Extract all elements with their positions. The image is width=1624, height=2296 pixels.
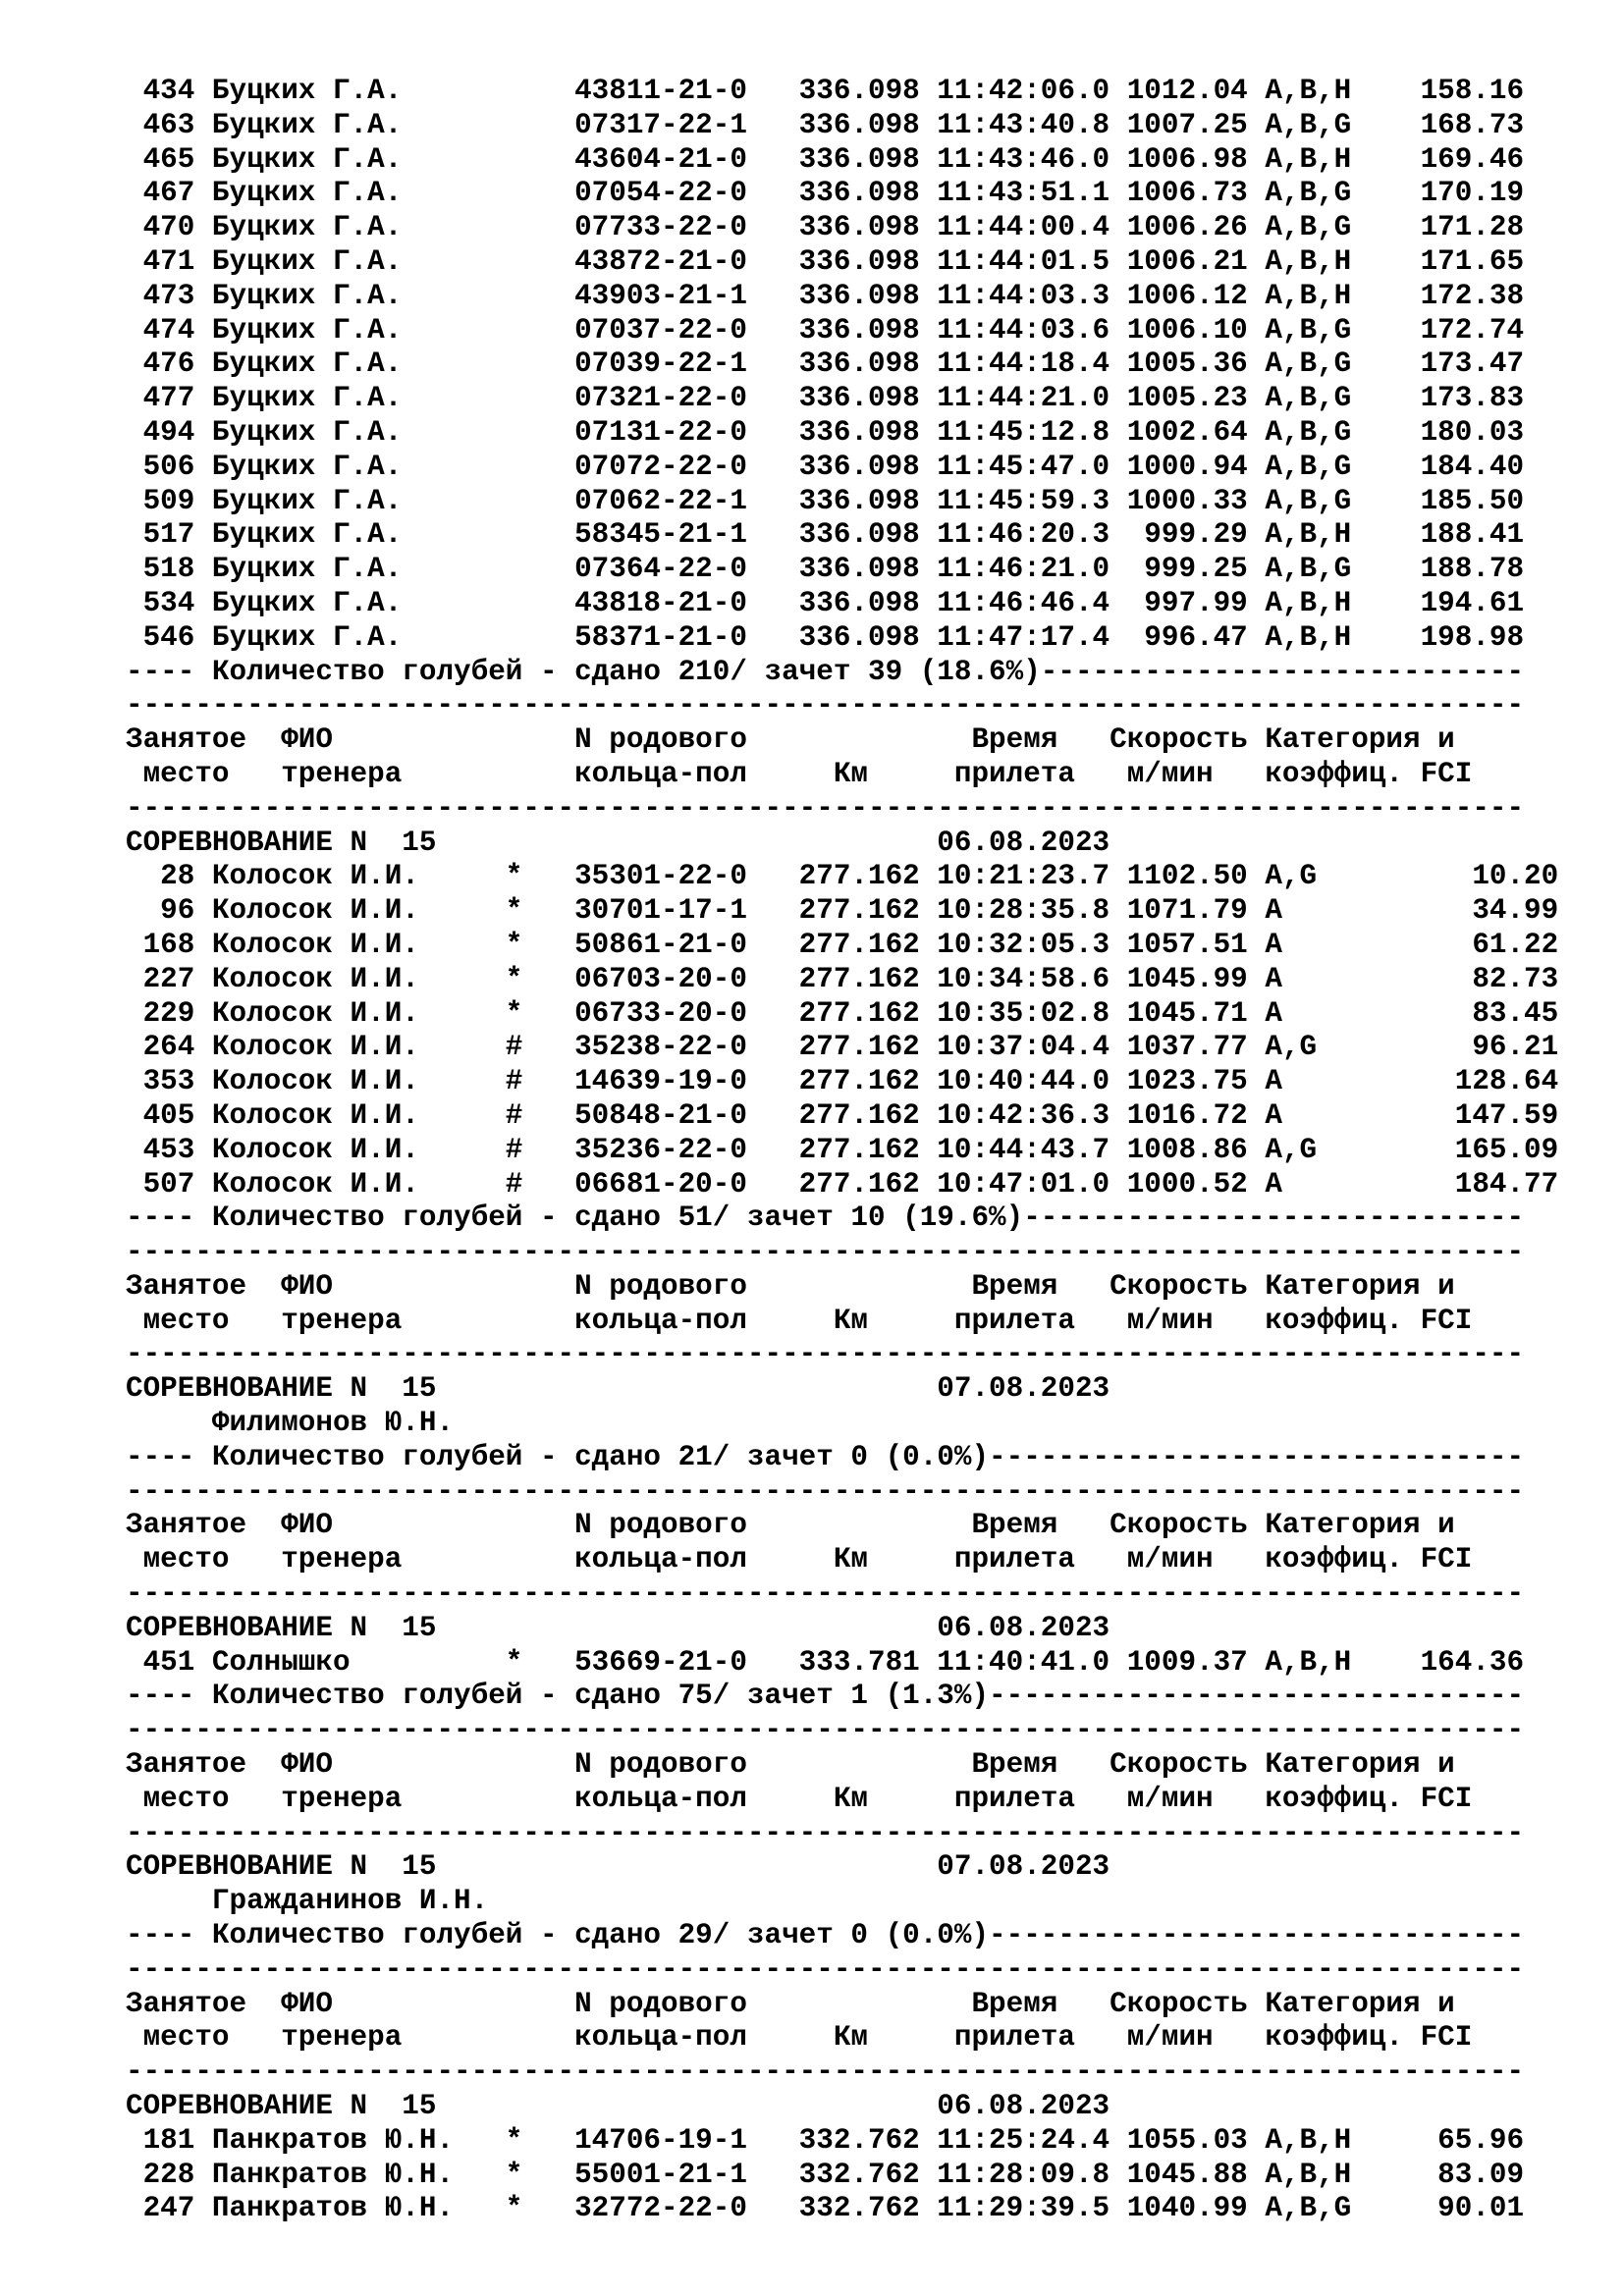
result-row: 507 Колосок И.И. # 06681-20-0 277.162 10:47:01.0 1000.52 A 184.77 [126,1167,1559,1201]
column-header-line: Занятое ФИО N родового Время Скорость Категория и [126,1748,1455,1782]
result-row: 509 Буцких Г.А. 07062-22-1 336.098 11:45:59.3 1000.33 A,B,G 185.50 [126,484,1525,517]
separator-line: --------------------------------------------------------------------------------- [126,1952,1525,1986]
result-row: 181 Панкратов Ю.Н. * 14706-19-1 332.762 11:25:24.4 1055.03 A,B,H 65.96 [126,2123,1525,2157]
column-header-line: место тренера кольца-пол Км прилета м/мин коэффиц. FCI [126,1543,1473,1576]
competition-header: СОРЕВНОВАНИЕ N 15 07.08.2023 [126,1850,1110,1884]
result-row: 96 Колосок И.И. * 30701-17-1 277.162 10:28:35.8 1071.79 A 34.99 [126,894,1559,928]
fancier-name-line: Филимонов Ю.Н. [126,1407,455,1440]
separator-line: --------------------------------------------------------------------------------- [126,1577,1525,1611]
result-row: 28 Колосок И.И. * 35301-22-0 277.162 10:21:23.7 1102.50 A,G 10.20 [126,860,1559,893]
result-row: 534 Буцких Г.А. 43818-21-0 336.098 11:46:46.4 997.99 A,B,H 194.61 [126,586,1525,619]
summary-line: ---- Количество голубей - сдано 51/ зачет 10 (19.6%)----------------------------- [126,1201,1525,1235]
result-row: 476 Буцких Г.А. 07039-22-1 336.098 11:44:18.4 1005.36 A,B,G 173.47 [126,347,1525,381]
column-header-line: Занятое ФИО N родового Время Скорость Категория и [126,1509,1455,1542]
result-row: 467 Буцких Г.А. 07054-22-0 336.098 11:43:51.1 1006.73 A,B,G 170.19 [126,177,1525,210]
result-row: 494 Буцких Г.А. 07131-22-0 336.098 11:45:12.8 1002.64 A,B,G 180.03 [126,415,1525,449]
result-row: 247 Панкратов Ю.Н. * 32772-22-0 332.762 11:29:39.5 1040.99 A,B,G 90.01 [126,2192,1525,2225]
column-header-line: Занятое ФИО N родового Время Скорость Категория и [126,1269,1455,1303]
summary-line: ---- Количество голубей - сдано 21/ зачет 0 (0.0%)------------------------------- [126,1440,1525,1473]
result-row: 546 Буцких Г.А. 58371-21-0 336.098 11:47:17.4 996.47 A,B,H 198.98 [126,620,1525,654]
result-row: 477 Буцких Г.А. 07321-22-0 336.098 11:44:21.0 1005.23 A,B,G 173.83 [126,382,1525,415]
separator-line: --------------------------------------------------------------------------------- [126,2056,1525,2089]
result-row: 228 Панкратов Ю.Н. * 55001-21-1 332.762 11:28:09.8 1045.88 A,B,H 83.09 [126,2158,1525,2191]
separator-line: --------------------------------------------------------------------------------- [126,791,1525,825]
result-row: 405 Колосок И.И. # 50848-21-0 277.162 10:42:36.3 1016.72 A 147.59 [126,1098,1559,1132]
summary-line: ---- Количество голубей - сдано 210/ зачет 39 (18.6%)---------------------------- [126,655,1525,688]
result-row: 451 Солнышко * 53669-21-0 333.781 11:40:41.0 1009.37 A,B,H 164.36 [126,1645,1525,1679]
result-row: 229 Колосок И.И. * 06733-20-0 277.162 10:35:02.8 1045.71 A 83.45 [126,996,1559,1030]
result-row: 463 Буцких Г.А. 07317-22-1 336.098 11:43:40.8 1007.25 A,B,G 168.73 [126,108,1525,141]
competition-header: СОРЕВНОВАНИЕ N 15 06.08.2023 [126,826,1110,859]
results-report [126,75,1598,2226]
column-header-line: место тренера кольца-пол Км прилета м/мин коэффиц. FCI [126,1304,1473,1337]
competition-header: СОРЕВНОВАНИЕ N 15 07.08.2023 [126,1372,1110,1406]
result-row: 434 Буцких Г.А. 43811-21-0 336.098 11:42:06.0 1012.04 A,B,H 158.16 [126,75,1525,107]
column-header-line: Занятое ФИО N родового Время Скорость Категория и [126,1987,1455,2020]
result-row: 517 Буцких Г.А. 58345-21-1 336.098 11:46:20.3 999.29 A,B,H 188.41 [126,518,1525,552]
column-header-line: место тренера кольца-пол Км прилета м/мин коэффиц. FCI [126,1782,1473,1815]
result-row: 168 Колосок И.И. * 50861-21-0 277.162 10:32:05.3 1057.51 A 61.22 [126,928,1559,961]
result-row: 264 Колосок И.И. # 35238-22-0 277.162 10:37:04.4 1037.77 A,G 96.21 [126,1031,1559,1064]
result-row: 506 Буцких Г.А. 07072-22-0 336.098 11:45:47.0 1000.94 A,B,G 184.40 [126,450,1525,483]
separator-line: --------------------------------------------------------------------------------- [126,1714,1525,1747]
separator-line: --------------------------------------------------------------------------------- [126,689,1525,722]
separator-line: --------------------------------------------------------------------------------- [126,1474,1525,1508]
result-row: 465 Буцких Г.А. 43604-21-0 336.098 11:43:46.0 1006.98 A,B,H 169.46 [126,142,1525,176]
result-row: 518 Буцких Г.А. 07364-22-0 336.098 11:46:21.0 999.25 A,B,G 188.78 [126,553,1525,586]
result-row: 453 Колосок И.И. # 35236-22-0 277.162 10:44:43.7 1008.86 A,G 165.09 [126,1133,1559,1166]
column-header-line: Занятое ФИО N родового Время Скорость Категория и [126,723,1455,757]
column-header-line: место тренера кольца-пол Км прилета м/мин коэффиц. FCI [126,757,1473,790]
result-row: 471 Буцких Г.А. 43872-21-0 336.098 11:44:01.5 1006.21 A,B,H 171.65 [126,244,1525,278]
competition-header: СОРЕВНОВАНИЕ N 15 06.08.2023 [126,2090,1110,2123]
result-row: 353 Колосок И.И. # 14639-19-0 277.162 10:40:44.0 1023.75 A 128.64 [126,1065,1559,1098]
column-header-line: место тренера кольца-пол Км прилета м/мин коэффиц. FCI [126,2021,1473,2055]
summary-line: ---- Количество голубей - сдано 29/ зачет 0 (0.0%)------------------------------- [126,1919,1525,1952]
result-row: 470 Буцких Г.А. 07733-22-0 336.098 11:44:00.4 1006.26 A,B,G 171.28 [126,211,1525,244]
result-row: 227 Колосок И.И. * 06703-20-0 277.162 10:34:58.6 1045.99 A 82.73 [126,962,1559,995]
separator-line: --------------------------------------------------------------------------------- [126,1816,1525,1849]
separator-line: --------------------------------------------------------------------------------- [126,1338,1525,1371]
separator-line: --------------------------------------------------------------------------------- [126,1236,1525,1269]
result-row: 473 Буцких Г.А. 43903-21-1 336.098 11:44:03.3 1006.12 A,B,H 172.38 [126,279,1525,312]
competition-header: СОРЕВНОВАНИЕ N 15 06.08.2023 [126,1611,1110,1644]
result-row: 474 Буцких Г.А. 07037-22-0 336.098 11:44:03.6 1006.10 A,B,G 172.74 [126,313,1525,347]
fancier-name-line: Гражданинов И.Н. [126,1885,489,1918]
summary-line: ---- Количество голубей - сдано 75/ зачет 1 (1.3%)------------------------------- [126,1680,1525,1713]
